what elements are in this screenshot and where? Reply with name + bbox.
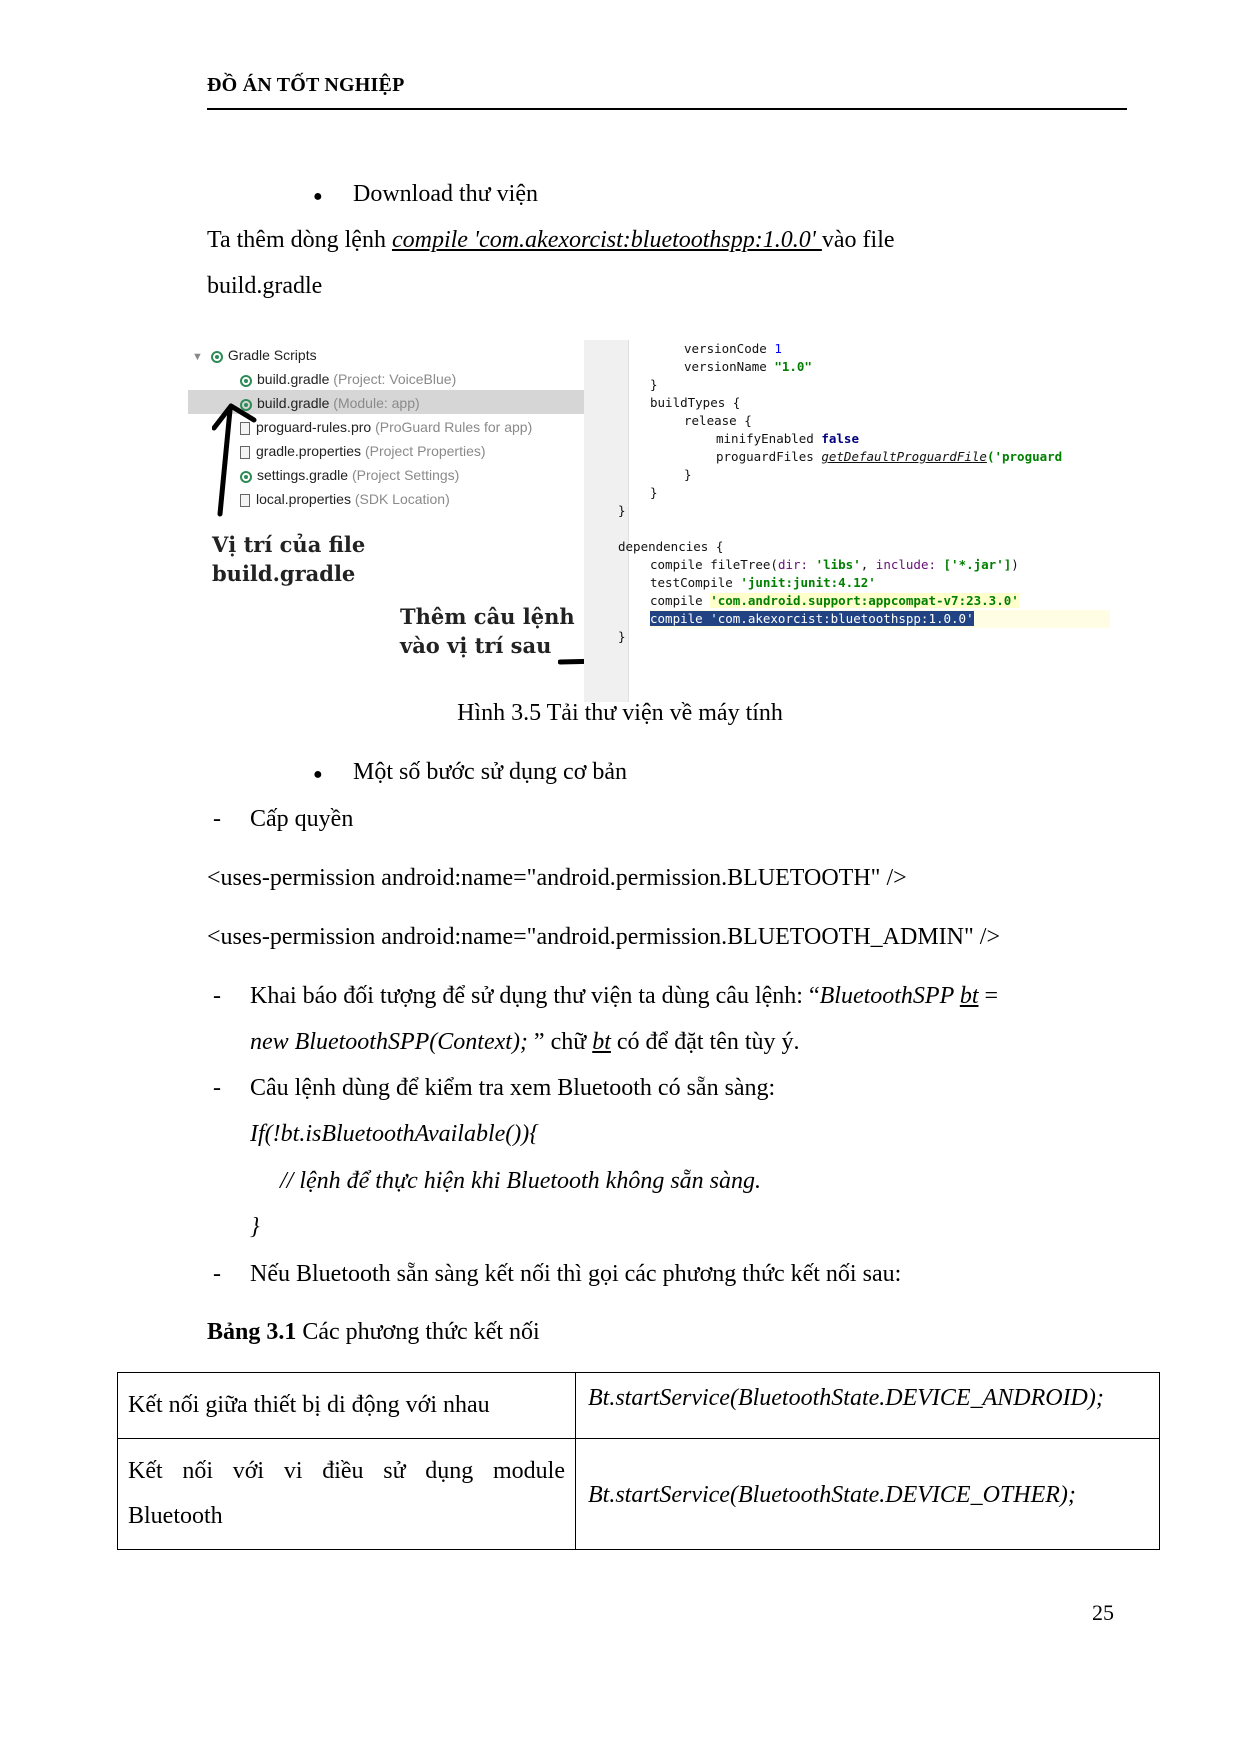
annotation-add-command [400,602,575,660]
code-line: compile 'com.android.support:appcompat-v7:23.3.0' [650,593,1019,608]
permission-bluetooth-admin: <uses-permission android:name="android.permission.BLUETOOTH_ADMIN" /> [207,924,1000,950]
page-number: 25 [1092,1600,1114,1625]
tree-item-selected[interactable] [240,392,420,414]
table-cell-description: Kết nối giữa thiết bị di động với nhau [118,1373,576,1439]
tree-item-detail: (Project: VoiceBlue) [333,371,457,387]
code-line: compile fileTree(dir: 'libs', include: ['*.jar']) [650,557,1019,572]
editor-gutter [584,340,629,702]
gradle-icon [211,351,223,363]
paragraph-compile [207,226,895,254]
table-cell-code: Bt.startService(BluetoothState.DEVICE_ANDROID); [576,1373,1160,1439]
tree-item-name: gradle.properties [256,443,362,459]
dash-icon: - [213,806,221,832]
code-line: dependencies { [618,539,724,554]
tree-item-name: build.gradle [257,395,330,411]
tree-item[interactable] [240,368,456,390]
code-line: } [684,467,692,482]
annotation-line: vào vị trí sau [400,633,552,658]
connection-methods-table [117,1372,1160,1550]
tree-item[interactable] [240,440,486,462]
tree-root-label: Gradle Scripts [227,347,317,363]
tree-item-detail: (Module: app) [333,395,420,411]
code-line: versionName "1.0" [684,359,812,374]
bullet-basic-steps-text: Một số bước sử dụng cơ bản [353,759,628,785]
tree-root[interactable] [192,344,317,366]
tree-item[interactable] [240,464,459,486]
bullet-icon: ● [313,766,323,783]
annotation-line: build.gradle [212,561,356,586]
table-cell-description: Kết nối với vi điều sử dụng module Bluetooth [118,1439,576,1550]
code-closing-brace: } [250,1214,260,1240]
page-header-title: ĐỒ ÁN TỐT NGHIỆP [207,74,405,96]
figure-gradle-screenshot [188,340,1110,702]
code-line: minifyEnabled false [716,431,859,446]
annotation-line: Thêm câu lệnh [400,604,575,629]
code-if-statement: If(!bt.isBluetoothAvailable()){ [250,1121,539,1147]
figure-caption: Hình 3.5 Tải thư viện về máy tính [457,700,783,726]
bullet-download [313,180,323,211]
para-code: compile 'com.akexorcist:bluetoothspp:1.0.0' [391,227,822,253]
gradle-icon [240,375,252,387]
table-row [118,1373,1160,1439]
step-declare-object-line2: new BluetoothSPP(Context); ” chữ bt có để đặt tên tùy ý. [250,1029,800,1055]
permission-bluetooth: <uses-permission android:name="android.permission.BLUETOOTH" /> [207,865,907,891]
code-line: proguardFiles getDefaultProguardFile('proguard [716,449,1063,464]
tree-item-detail: (Project Properties) [364,443,486,459]
code-line: } [650,377,658,392]
code-editor [584,340,1110,702]
para-suffix: vào file [821,227,895,253]
tree-item-name: build.gradle [257,371,330,387]
step-grant-permission: Cấp quyền [250,806,354,832]
bullet-icon: ● [313,188,323,205]
table-caption: Bảng 3.1 Các phương thức kết nối [207,1319,540,1345]
annotation-line: Vị trí của file [212,532,366,557]
annotation-file-location [212,530,365,588]
table-cell-code: Bt.startService(BluetoothState.DEVICE_OTHER); [576,1439,1160,1550]
bullet-download-text: Download thư viện [353,181,538,207]
project-tree [188,340,584,702]
code-line: buildTypes { [650,395,741,410]
code-line: } [650,485,658,500]
code-line: versionCode 1 [684,341,782,356]
code-line: testCompile 'junit:junit:4.12' [650,575,876,590]
code-comment: // lệnh để thực hiện khi Bluetooth không sẵn sàng. [280,1168,762,1194]
table-row [118,1439,1160,1550]
para-prefix: Ta thêm dòng lệnh [207,227,392,253]
tree-item-detail: (Project Settings) [351,467,460,483]
code-line: } [618,629,626,644]
dash-icon: - [213,1075,221,1101]
tree-item-detail: (ProGuard Rules for app) [375,419,533,435]
tree-item-detail: (SDK Location) [354,491,450,507]
code-line: } [618,503,626,518]
tree-item[interactable] [240,488,450,510]
dash-icon: - [213,1261,221,1287]
tree-item-name: proguard-rules.pro [256,419,372,435]
code-line: release { [684,413,752,428]
code-line-added: compile 'com.akexorcist:bluetoothspp:1.0.0' [650,610,1110,628]
dash-icon: - [213,983,221,1009]
paragraph-compile-line2: build.gradle [207,273,323,299]
step-connect-methods: Nếu Bluetooth sẵn sàng kết nối thì gọi các phương thức kết nối sau: [250,1261,902,1287]
tree-item-name: settings.gradle [257,467,349,483]
bullet-basic-steps [313,758,323,789]
tree-item[interactable] [240,416,532,438]
header-rule [207,108,1127,110]
expand-arrow-icon: ▼ [192,351,203,363]
tree-item-name: local.properties [256,491,351,507]
up-arrow-icon [212,398,262,518]
step-declare-object: Khai báo đối tượng để sử dụng thư viện ta dùng câu lệnh: “BluetoothSPP bt = [250,983,999,1009]
step-check-bluetooth: Câu lệnh dùng để kiểm tra xem Bluetooth có sẵn sàng: [250,1075,776,1101]
